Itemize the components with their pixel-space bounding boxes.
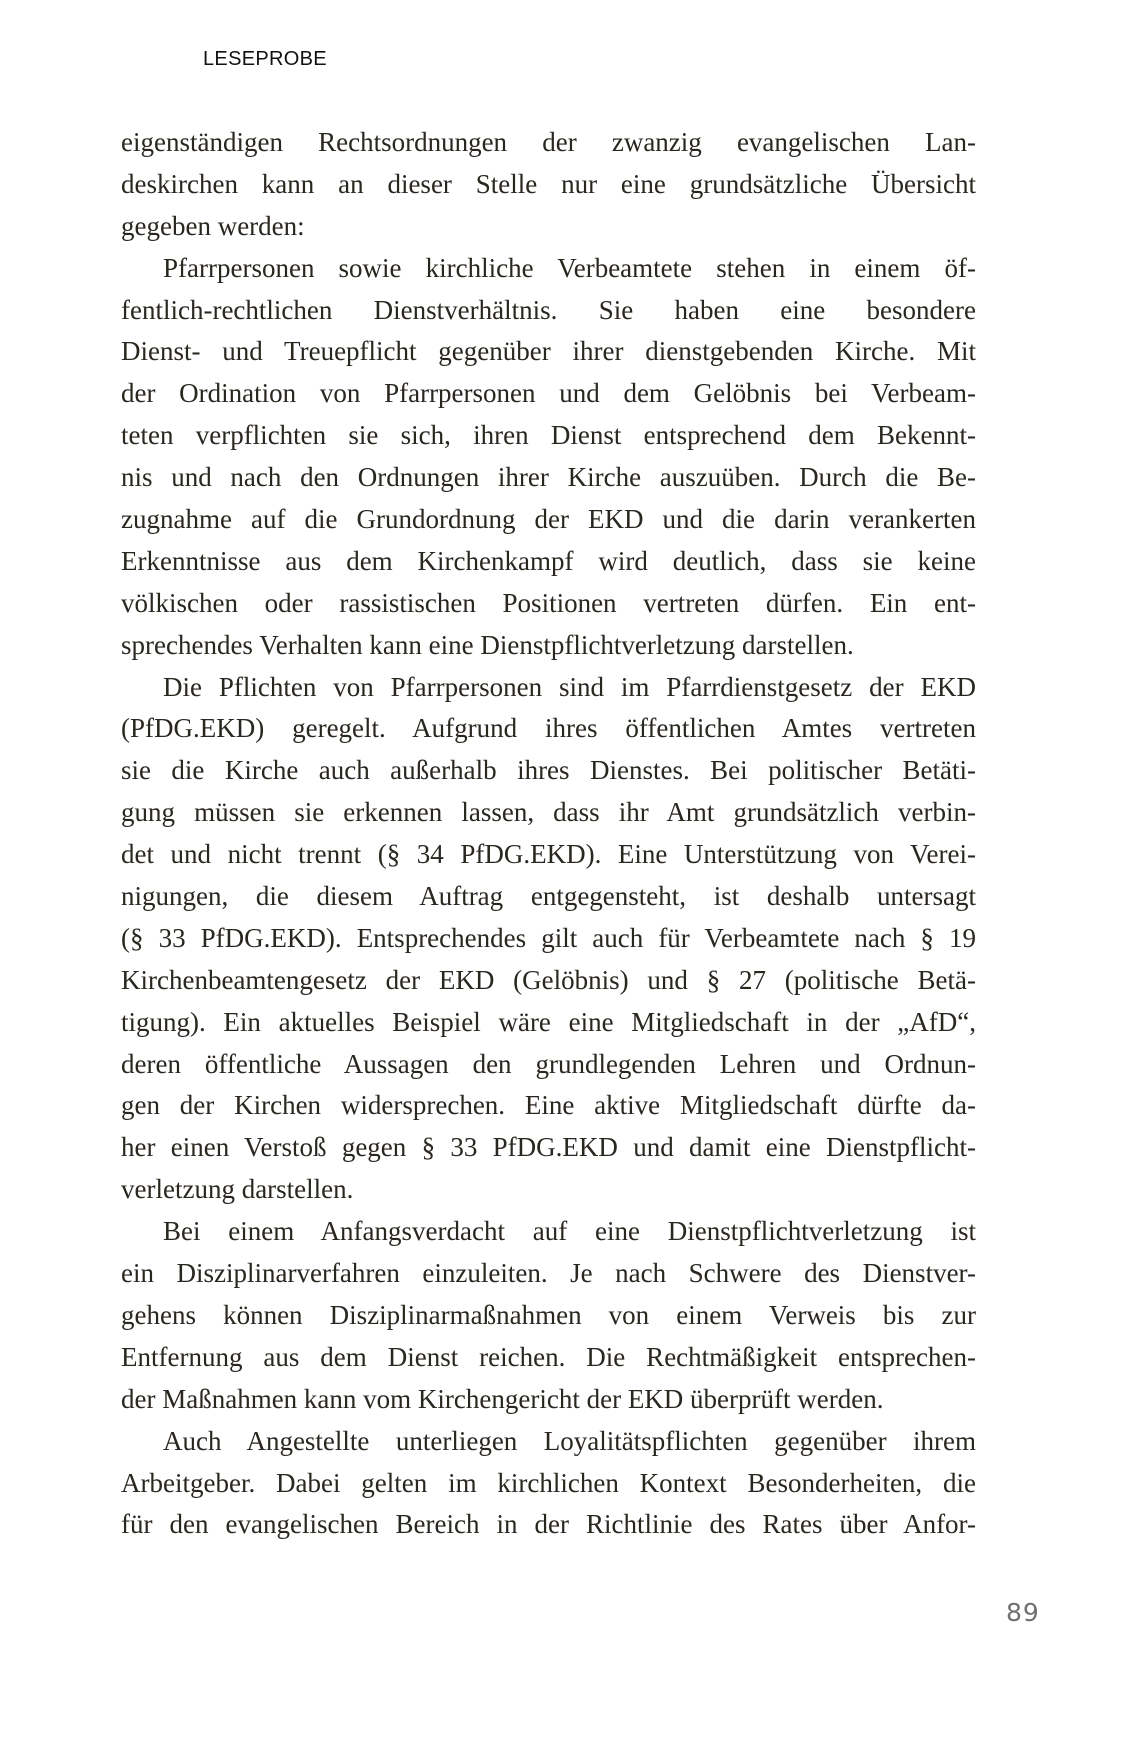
text-line: Kirchenbeamtengesetz der EKD (Gelöbnis) und § 27 (politische Betä- bbox=[121, 964, 976, 995]
paragraph bbox=[121, 1211, 976, 1420]
text-line: Auch Angestellte unterliegen Loyalitätspflichten gegenüber ihrem bbox=[163, 1425, 976, 1456]
text-line: teten verpflichten sie sich, ihren Dienst entsprechend dem Bekennt- bbox=[121, 420, 976, 451]
text-line: völkischen oder rassistischen Positionen vertreten dürfen. Ein ent- bbox=[121, 587, 976, 618]
text-line: der Ordination von Pfarrpersonen und dem Gelöbnis bei Verbeam- bbox=[121, 378, 976, 409]
paragraph bbox=[121, 122, 976, 248]
page-header-label: LESEPROBE bbox=[203, 48, 327, 70]
text-line: ein Disziplinarverfahren einzuleiten. Je nach Schwere des Dienstver- bbox=[121, 1258, 976, 1289]
text-line: (PfDG.EKD) geregelt. Aufgrund ihres öffentlichen Amtes vertreten bbox=[121, 713, 976, 744]
text-line: Pfarrpersonen sowie kirchliche Verbeamtete stehen in einem öf- bbox=[163, 252, 976, 283]
text-line: gung müssen sie erkennen lassen, dass ihr Amt grundsätzlich verbin- bbox=[121, 797, 976, 828]
text-line: gehens können Disziplinarmaßnahmen von einem Verweis bis zur bbox=[121, 1299, 976, 1330]
text-line: Die Pflichten von Pfarrpersonen sind im Pfarrdienstgesetz der EKD bbox=[163, 671, 976, 702]
text-line: sprechendes Verhalten kann eine Dienstpflichtverletzung darstellen. bbox=[121, 629, 854, 660]
text-line: gen der Kirchen widersprechen. Eine aktive Mitgliedschaft dürfte da- bbox=[121, 1090, 976, 1121]
paragraph bbox=[121, 667, 976, 1212]
text-line: Arbeitgeber. Dabei gelten im kirchlichen Kontext Besonderheiten, die bbox=[121, 1467, 976, 1498]
text-line: sie die Kirche auch außerhalb ihres Dienstes. Bei politischer Betäti- bbox=[121, 755, 976, 786]
text-line: (§ 33 PfDG.EKD). Entsprechendes gilt auch für Verbeamtete nach § 19 bbox=[121, 922, 976, 953]
text-line: für den evangelischen Bereich in der Richtlinie des Rates über Anfor- bbox=[121, 1509, 976, 1540]
text-line: det und nicht trennt (§ 34 PfDG.EKD). Eine Unterstützung von Verei- bbox=[121, 839, 976, 870]
text-line: verletzung darstellen. bbox=[121, 1174, 354, 1205]
page-number: 89 bbox=[1006, 1598, 1040, 1627]
text-line: fentlich-rechtlichen Dienstverhältnis. Sie haben eine besondere bbox=[121, 294, 976, 325]
text-line: tigung). Ein aktuelles Beispiel wäre eine Mitgliedschaft in der „AfD“, bbox=[121, 1006, 976, 1037]
text-line: Erkenntnisse aus dem Kirchenkampf wird deutlich, dass sie keine bbox=[121, 545, 976, 576]
text-line: gegeben werden: bbox=[121, 210, 305, 241]
text-line: Entfernung aus dem Dienst reichen. Die Rechtmäßigkeit entsprechen- bbox=[121, 1341, 976, 1372]
text-line: her einen Verstoß gegen § 33 PfDG.EKD und damit eine Dienstpflicht- bbox=[121, 1132, 976, 1163]
text-line: deren öffentliche Aussagen den grundlegenden Lehren und Ordnun- bbox=[121, 1048, 976, 1079]
text-line: nigungen, die diesem Auftrag entgegensteht, ist deshalb untersagt bbox=[121, 881, 976, 912]
text-line: deskirchen kann an dieser Stelle nur eine grundsätzliche Übersicht bbox=[121, 168, 976, 199]
text-line: nis und nach den Ordnungen ihrer Kirche auszuüben. Durch die Be- bbox=[121, 462, 976, 493]
text-line: zugnahme auf die Grundordnung der EKD und die darin verankerten bbox=[121, 504, 976, 535]
text-line: der Maßnahmen kann vom Kirchengericht der EKD überprüft werden. bbox=[121, 1383, 884, 1414]
text-line: eigenständigen Rechtsordnungen der zwanzig evangelischen Lan- bbox=[121, 127, 976, 157]
text-line: Dienst- und Treuepflicht gegenüber ihrer dienstgebenden Kirche. Mit bbox=[121, 336, 976, 367]
body-text bbox=[121, 122, 976, 1546]
text-line: Bei einem Anfangsverdacht auf eine Dienstpflichtverletzung ist bbox=[163, 1216, 976, 1247]
paragraph bbox=[121, 1421, 976, 1547]
paragraph bbox=[121, 248, 976, 667]
